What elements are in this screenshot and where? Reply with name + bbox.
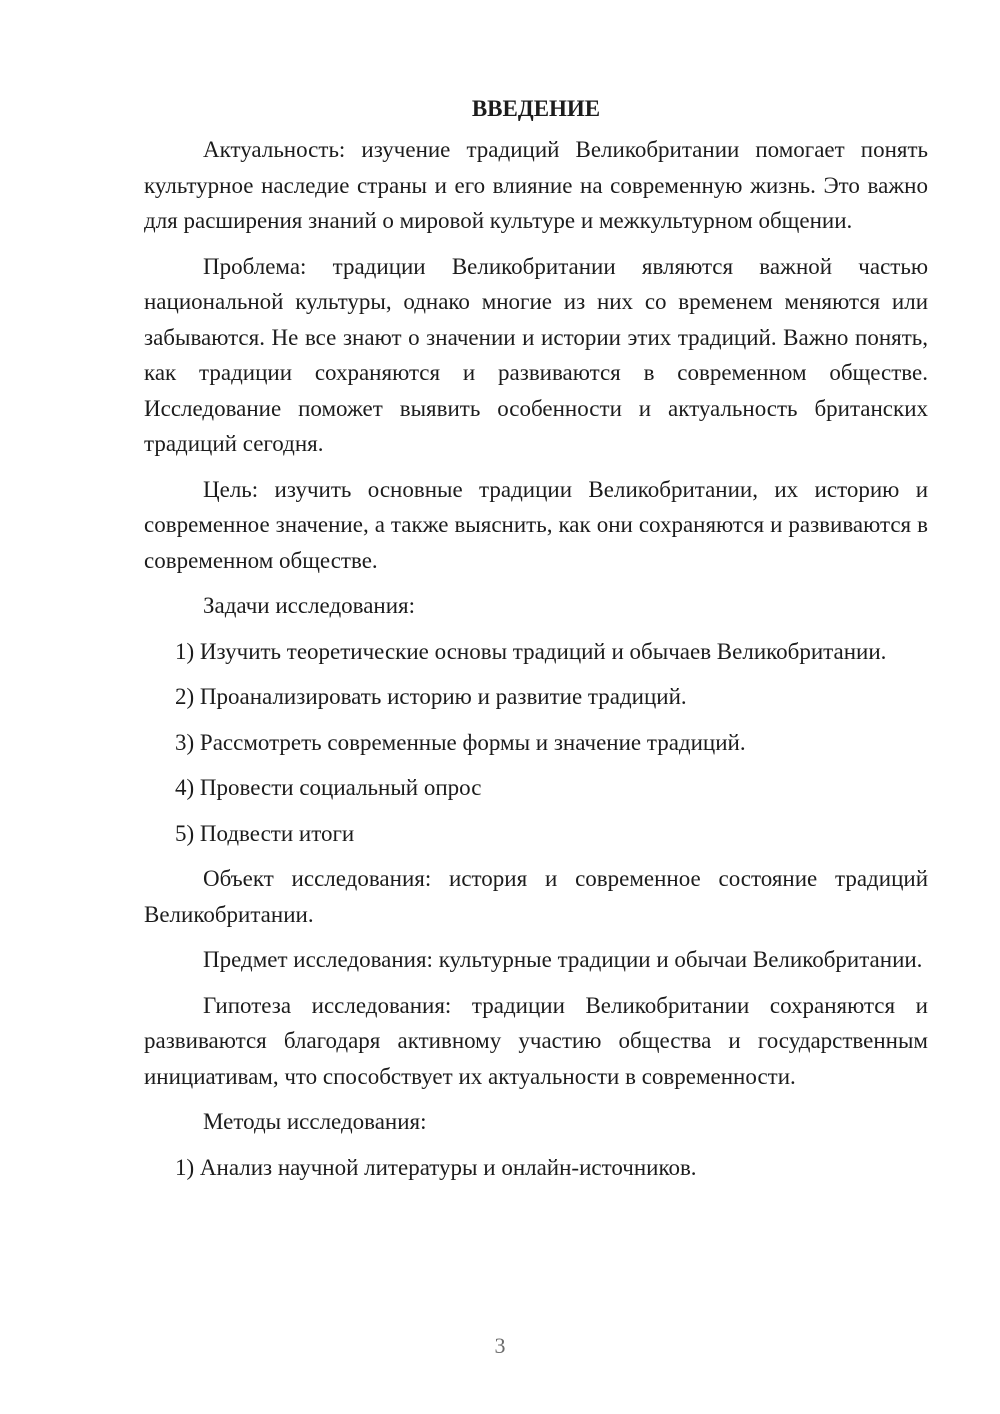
problem-paragraph: Проблема: традиции Великобритании являются важной частью национальной культуры, однако многие из них со временем меняются или забываются. Не все знают о значении и истории этих традиций. Важно понять, как традиции сохраняются и развиваются в современном обществе. Исследование поможет выявить особенности и актуальность британских традиций сегодня.	[144, 253, 928, 456]
page-number: 3	[494, 1333, 506, 1358]
tasks-heading: Задачи исследования:	[203, 593, 416, 618]
methods-heading: Методы исследования:	[203, 1109, 427, 1134]
hypothesis-paragraph: Гипотеза исследования: традиции Великобритании сохраняются и развиваются благодаря активному участию общества и государственным инициативам, что способствует их актуальности в современности.	[144, 992, 928, 1089]
page-content	[144, 92, 928, 1195]
method-item-1: 1) Анализ научной литературы и онлайн-источников.	[175, 1154, 697, 1180]
task-item-1: 1) Изучить теоретические основы традиций и обычаев Великобритании.	[175, 638, 887, 664]
section-title: ВВЕДЕНИЕ	[471, 96, 601, 121]
subject-paragraph: Предмет исследования: культурные традиции и обычаи Великобритании.	[203, 947, 923, 972]
task-item-5: 5) Подвести итоги	[175, 820, 355, 846]
relevance-paragraph: Актуальность: изучение традиций Великобритании помогает понять культурное наследие страны и его влияние на современную жизнь. Это важно для расширения знаний о мировой культуре и межкультурном общении.	[144, 137, 928, 233]
object-paragraph: Объект исследования: история и современное состояние традиций Великобритании.	[144, 866, 928, 927]
task-item-4: 4) Провести социальный опрос	[175, 775, 482, 800]
goal-paragraph: Цель: изучить основные традиции Великобритании, их историю и современное значение, а также выяснить, как они сохраняются и развиваются в современном обществе.	[144, 476, 928, 573]
task-item-2: 2) Проанализировать историю и развитие традиций.	[175, 684, 687, 709]
task-item-3: 3) Рассмотреть современные формы и значение традиций.	[175, 729, 746, 755]
